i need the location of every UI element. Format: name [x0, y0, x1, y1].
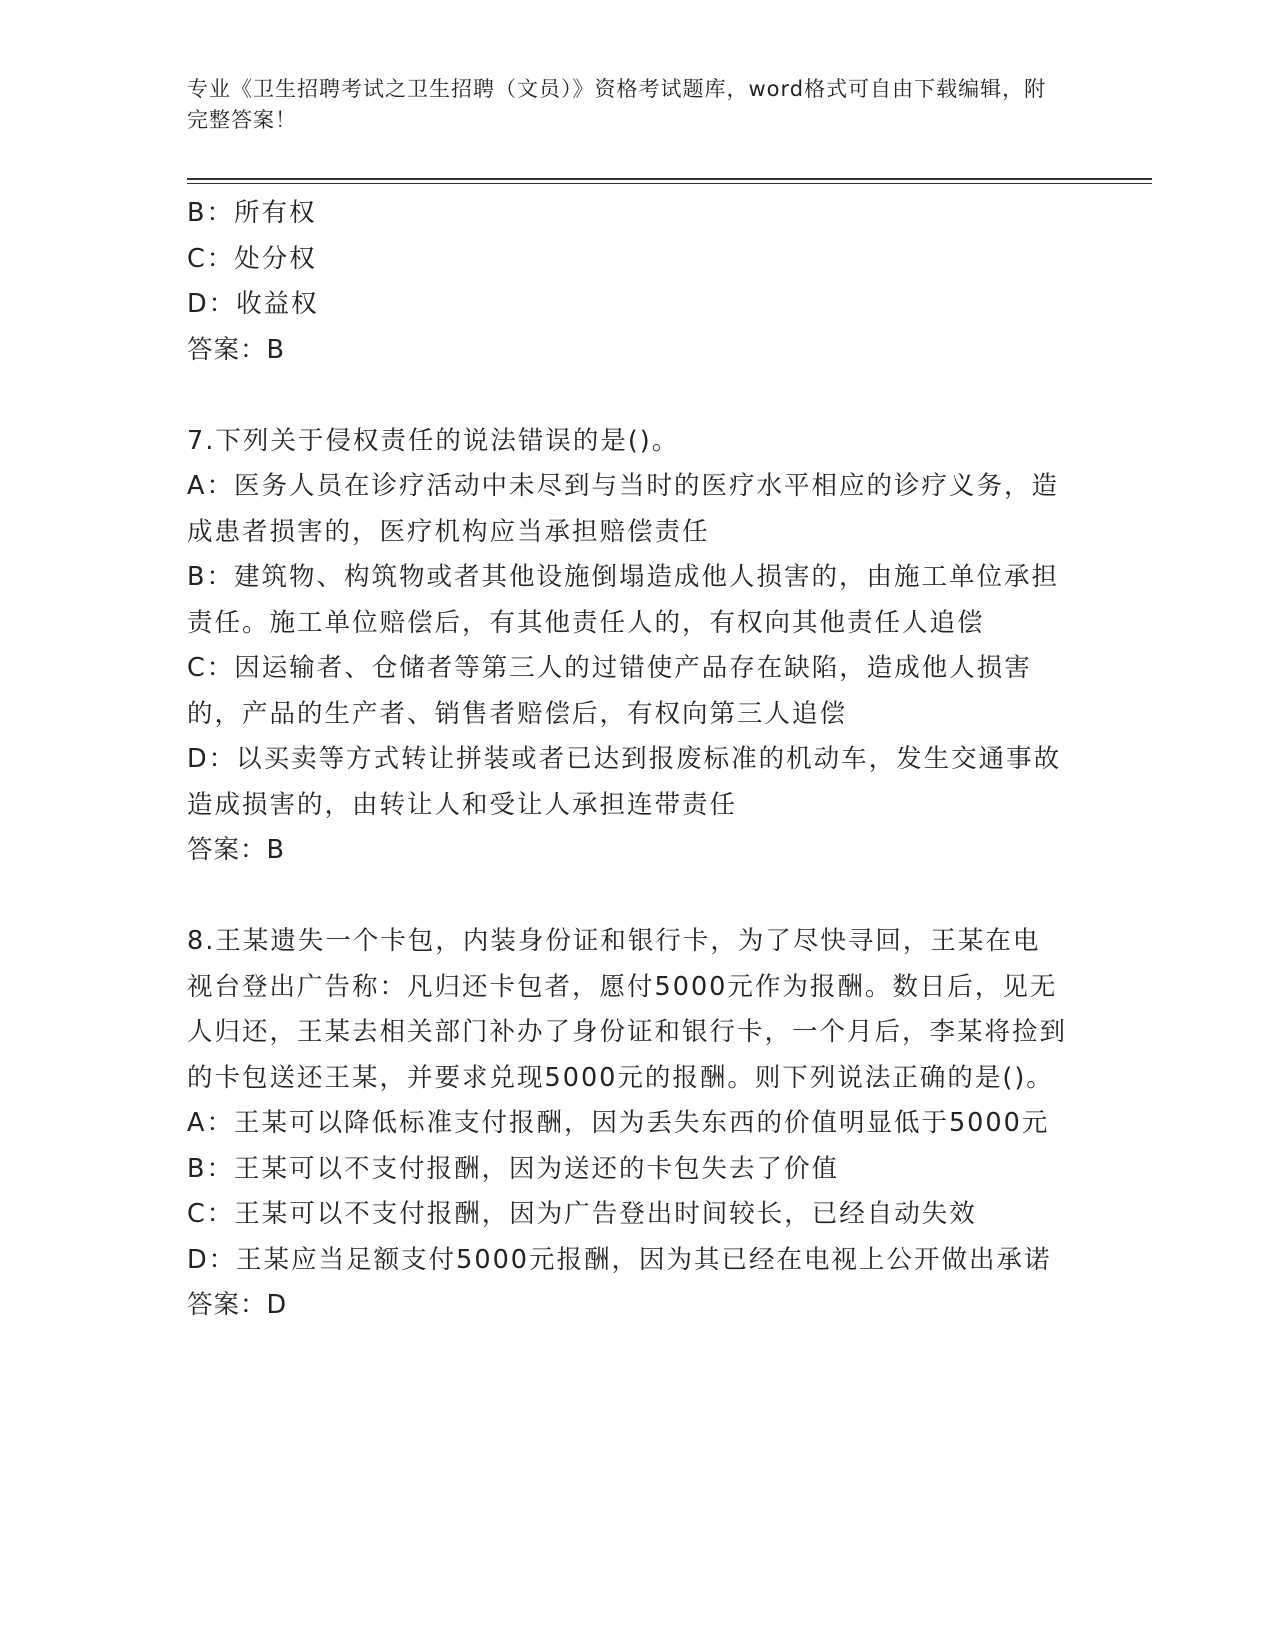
- option-b: B：所有权: [187, 198, 317, 228]
- previous-question: [187, 191, 1067, 373]
- option-c: C：处分权: [187, 243, 317, 274]
- option-b: B：王某可以不支付报酬，因为送还的卡包失去了价值: [187, 1153, 839, 1184]
- option-a: A：医务人员在诊疗活动中未尽到与当时的医疗水平相应的诊疗义务，造成患者损害的，医疗机构应当承担赔偿责任: [187, 471, 1059, 547]
- spacer: [187, 874, 1067, 920]
- answer: 答案：D: [187, 1290, 288, 1320]
- option-a: A：王某可以降低标准支付报酬，因为丢失东西的价值明显低于5000元: [187, 1108, 1050, 1138]
- question-stem: 8.王某遗失一个卡包，内装身份证和银行卡，为了尽快寻回，王某在电视台登出广告称：凡归还卡包者，愿付5000元作为报酬。数日后，见无人归还，王某去相关部门补办了身份证和银行卡，一个月后，李某将捡到的卡包送还王某，并要求兑现5000元的报酬。则下列说法正确的是()。: [187, 926, 1068, 1093]
- header-divider: [187, 178, 1152, 184]
- option-c: C：因运输者、仓储者等第三人的过错使产品存在缺陷，造成他人损害的，产品的生产者、销售者赔偿后，有权向第三人追偿: [187, 653, 1032, 729]
- option-c: C：王某可以不支付报酬，因为广告登出时间较长，已经自动失效: [187, 1199, 977, 1229]
- answer: 答案：B: [187, 334, 285, 365]
- answer: 答案：B: [187, 835, 285, 865]
- option-d: D：王某应当足额支付5000元报酬，因为其已经在电视上公开做出承诺: [187, 1244, 1052, 1275]
- option-b: B：建筑物、构筑物或者其他设施倒塌造成他人损害的，由施工单位承担责任。施工单位赔偿后，有其他责任人的，有权向其他责任人追偿: [187, 562, 1059, 638]
- question-stem: 7.下列关于侵权责任的说法错误的是()。: [187, 425, 680, 456]
- question-7: [187, 419, 1067, 874]
- document-body: [187, 191, 1067, 1329]
- option-d: D：收益权: [187, 289, 319, 319]
- option-d: D：以买卖等方式转让拼装或者已达到报废标准的机动车，发生交通事故造成损害的，由转让人和受让人承担连带责任: [187, 744, 1062, 820]
- header-text: 专业《卫生招聘考试之卫生招聘（文员）》资格考试题库，word格式可自由下载编辑，附完整答案！: [187, 77, 1047, 132]
- spacer: [187, 373, 1067, 419]
- question-8: [187, 919, 1067, 1329]
- document-header: [187, 74, 1067, 136]
